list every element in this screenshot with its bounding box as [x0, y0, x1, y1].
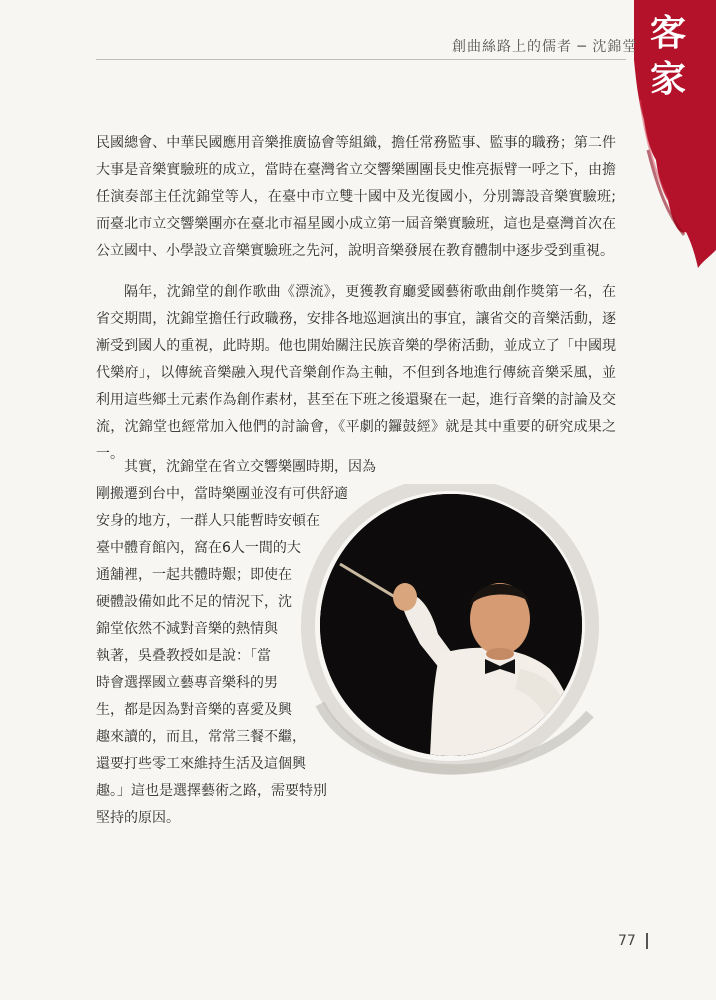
p3-line: 其實，沈錦堂在省立交響樂團時期，因為 — [124, 459, 376, 475]
page-number: 77 — [618, 933, 636, 949]
p3-line: 趣來讀的，而且，常常三餐不繼， — [96, 729, 306, 745]
conductor-illustration — [320, 494, 582, 756]
p3-line: 時會選擇國立藝專音樂科的男 — [96, 675, 278, 691]
p3-line: 通舖裡，一起共體時艱；即使在 — [96, 567, 292, 583]
p3-line: 剛搬遷到台中，當時樂團並沒有可供舒適 — [96, 486, 348, 502]
p3-line: 安身的地方，一群人只能暫時安頓在 — [96, 513, 320, 529]
paragraph-2: 隔年，沈錦堂的創作歌曲《漂流》，更獲教育廳愛國藝術歌曲創作獎第一名，在省交期間，沈錦堂擔任行政職務，安排各地巡迴演出的事宜，讓省交的音樂活動，逐漸受到國人的重視，此時期。他也開始關注民族音樂的學術活動，並成立了「中國現代樂府」，以傳統音樂融入現代音樂創作為主軸，不但到各地進行傳統音樂采風，並利用這些鄉土元素作為創作素材，甚至在下班之後還聚在一起，進行音樂的討論及交流，沈錦堂也經常加入他們的討論會，《平劇的鑼鼓經》就是其中重要的研究成果之一。 — [96, 284, 616, 462]
running-title: 創曲絲路上的儒者 ─ 沈錦堂 — [452, 39, 638, 55]
p3-line: 錦堂依然不減對音樂的熱情與 — [96, 621, 278, 637]
badge-char-1: 客 — [649, 12, 686, 54]
conductor-photo-frame — [300, 484, 600, 784]
hakka-badge — [640, 10, 696, 102]
p3-line: 硬體設備如此不足的情況下，沈 — [96, 594, 292, 610]
p3-line: 還要打些零工來維持生活及這個興 — [96, 756, 306, 772]
p3-line: 堅持的原因。 — [96, 810, 180, 826]
badge-char-2: 家 — [649, 58, 686, 100]
header-divider — [96, 59, 626, 60]
p3-line: 執著，吳叠教授如是說：「當 — [96, 648, 271, 664]
p3-line: 臺中體育館內，窩在6人一間的大 — [96, 540, 301, 556]
conductor-photo — [320, 494, 582, 756]
page-number-bar — [646, 933, 648, 949]
p3-line: 趣。」這也是選擇藝術之路，需要特別 — [96, 783, 327, 799]
paragraph-1: 民國總會、中華民國應用音樂推廣協會等組織，擔任常務監事、監事的職務；第二件大事是音樂實驗班的成立，當時在臺灣省立交響樂團團長史惟亮振臂一呼之下，由擔任演奏部主任沈錦堂等人，在臺中市立雙十國中及光復國小，分別籌設音樂實驗班;而臺北市立交響樂團亦在臺北市福星國小成立第一屆音樂實驗班，這也是臺灣首次在公立國中、小學設立音樂實驗班之先河，說明音樂發展在教育體制中逐步受到重視。 — [96, 135, 616, 259]
p3-line: 生，都是因為對音樂的喜愛及興 — [96, 702, 292, 718]
